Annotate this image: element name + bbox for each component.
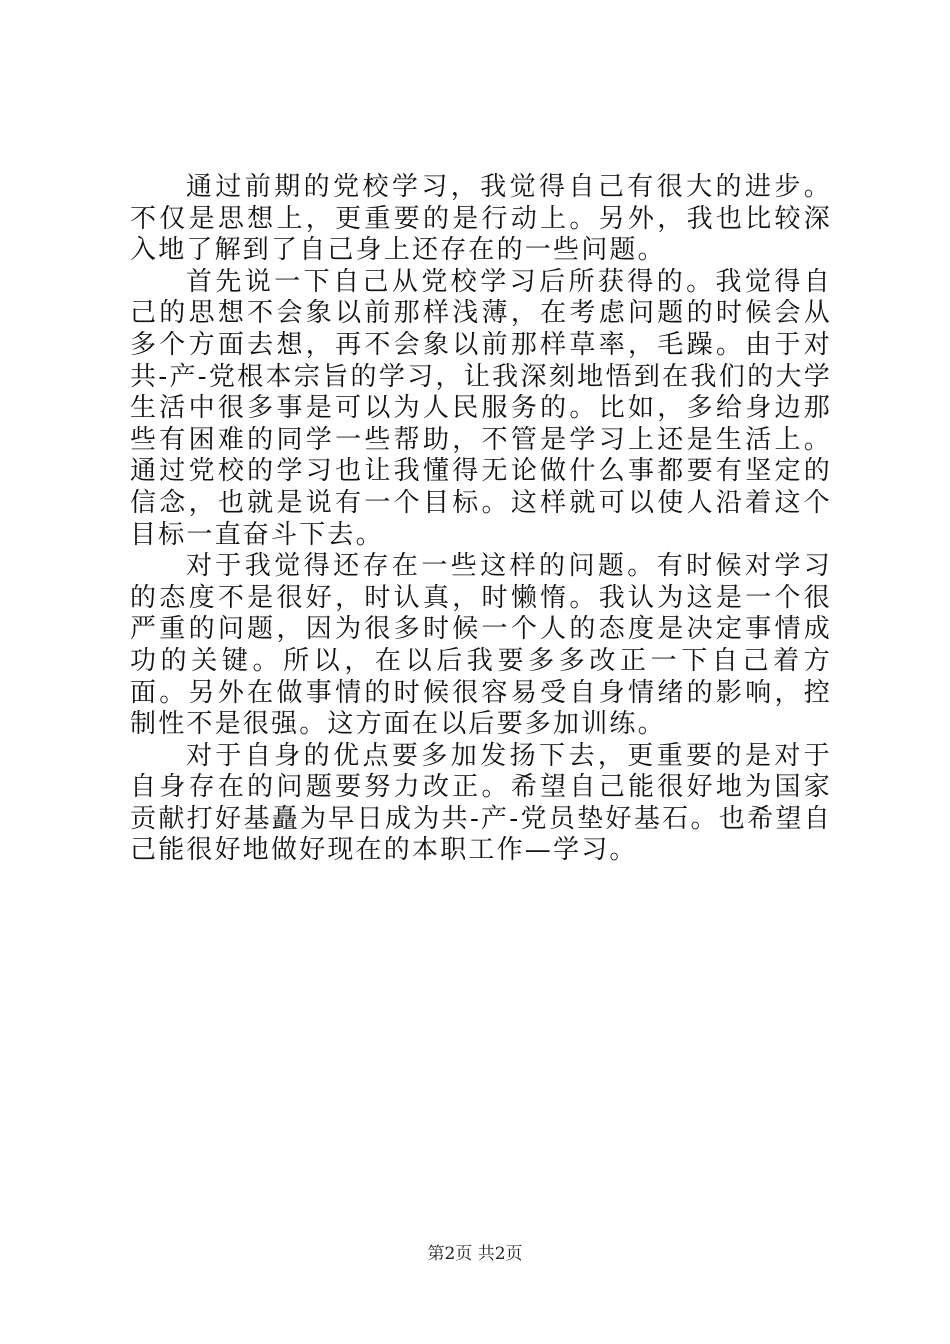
page-number-footer: 第2页 共2页 bbox=[427, 1244, 523, 1264]
document-body bbox=[130, 172, 832, 867]
paragraph-2: 首先说一下自己从党校学习后所获得的。我觉得自己的思想不会象以前那样浅薄，在考虑问题的时候会从多个方面去想，再不会象以前那样草率，毛躁。由于对共-产-党根本宗旨的学习，让我深刻地悟到在我们的大学生活中很多事是可以为人民服务的。比如，多给身边那些有困难的同学一些帮助，不管是学习上还是生活上。通过党校的学习也让我懂得无论做什么事都要有坚定的信念，也就是说有一个目标。这样就可以使人沿着这个目标一直奋斗下去。 bbox=[130, 266, 832, 550]
paragraph-3: 对于我觉得还存在一些这样的问题。有时候对学习的态度不是很好，时认真，时懒惰。我认为这是一个很严重的问题，因为很多时候一个人的态度是决定事情成功的关键。所以，在以后我要多多改正一下自己着方面。另外在做事情的时候很容易受自身情绪的影响，控制性不是很强。这方面在以后要多加训练。 bbox=[130, 551, 832, 740]
paragraph-1: 通过前期的党校学习，我觉得自己有很大的进步。不仅是思想上，更重要的是行动上。另外，我也比较深入地了解到了自己身上还存在的一些问题。 bbox=[130, 172, 832, 266]
paragraph-4: 对于自身的优点要多加发扬下去，更重要的是对于自身存在的问题要努力改正。希望自己能很好地为国家贡献打好基矗为早日成为共-产-党员垫好基石。也希望自己能很好地做好现在的本职工作—学习。 bbox=[130, 740, 832, 866]
